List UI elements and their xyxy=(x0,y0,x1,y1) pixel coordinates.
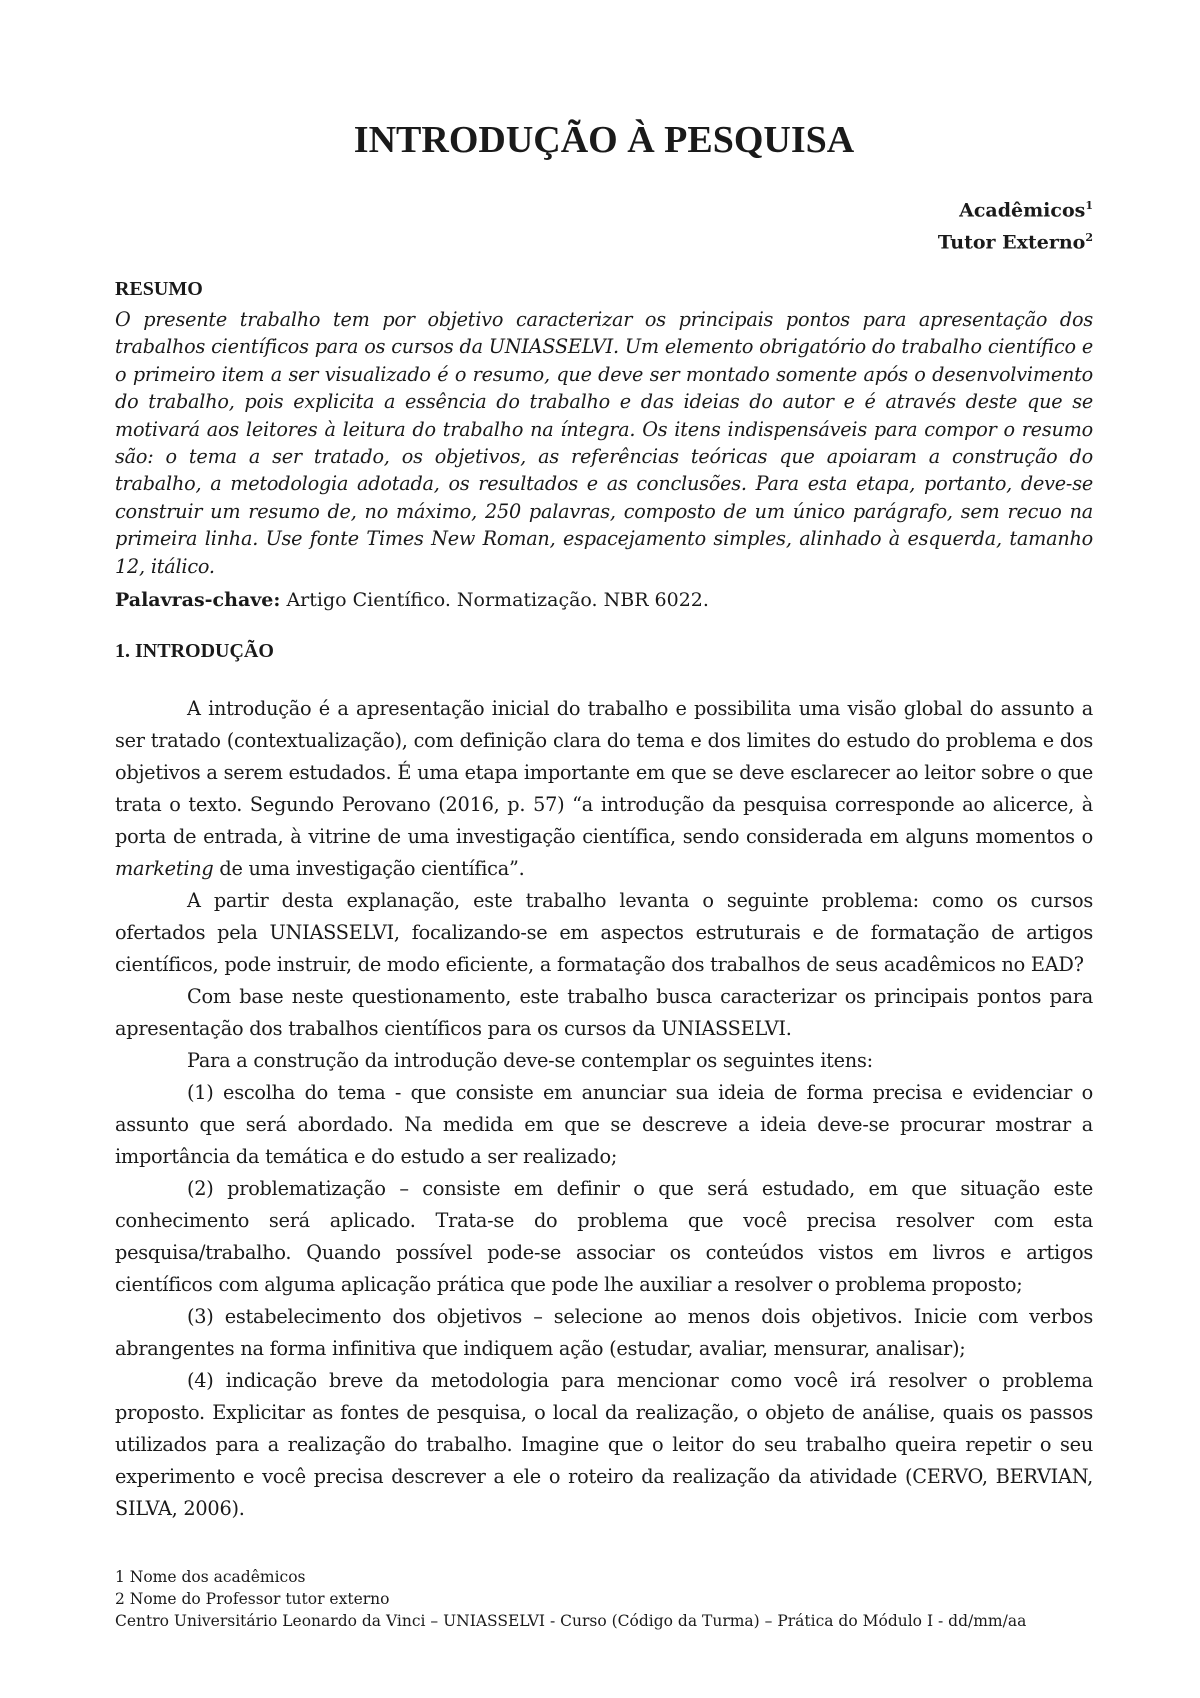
footnote-ref: 1 xyxy=(1085,199,1093,212)
footnotes xyxy=(115,1566,1093,1632)
footnote-ref: 2 xyxy=(1085,231,1093,245)
author-line-academics xyxy=(938,192,1093,224)
footnote: 2 Nome do Professor tutor externo xyxy=(115,1590,390,1608)
list-paragraph: (1) escolha do tema - que consiste em anunciar sua ideia de forma precisa e evidenciar o assunto que será abordado. Na medida em que se descreve a ideia deve-se procurar mostrar a importância da temática e do estudo a ser realizado; xyxy=(115,1081,1093,1168)
author-name: Tutor Externo xyxy=(937,231,1086,254)
abstract-body: O presente trabalho tem por objetivo caracterizar os principais pontos para apresentação dos trabalhos científicos para os cursos da UNIASSELVI. Um elemento obrigatório do trabalho científico e o primeiro item a ser visualizado é o resumo, que deve ser montado somente após o desenvolvimento do trabalho, pois explicita a essência do trabalho e das ideias do autor e é através deste que se motivará aos leitores à leitura do trabalho na íntegra. Os itens indispensáveis para compor o resumo são: o tema a ser tratado, os objetivos, as referências teóricas que apoiaram a construção do trabalho, a metodologia adotada, os resultados e as conclusões. Para esta etapa, portanto, deve-se construir um resumo de, no máximo, 250 palavras, composto de um único parágrafo, sem recuo na primeira linha. Use fonte Times New Roman, espacejamento simples, alinhado à esquerda, tamanho 12, itálico. xyxy=(115,308,1093,578)
footer-institution: Centro Universitário Leonardo da Vinci – UNIASSELVI - Curso (Código da Turma) – Prática do Módulo I - dd/mm/aa xyxy=(115,1612,1027,1630)
document-title: INTRODUÇÃO À PESQUISA xyxy=(353,119,855,161)
paragraph: Para a construção da introdução deve-se contemplar os seguintes itens: xyxy=(187,1049,873,1072)
list-paragraph: (2) problematização – consiste em definir o que será estudado, em que situação este conhecimento será aplicado. Trata-se do problema que você precisa resolver com esta pesquisa/trabalho. Quando possível pode-se associar os conteúdos vistos em livros e artigos científicos com alguma aplicação prática que pode lhe auxiliar a resolver o problema proposto; xyxy=(115,1177,1093,1296)
paragraph-text: de uma investigação científica”. xyxy=(213,857,525,880)
author-name: Acadêmicos xyxy=(959,199,1086,222)
keywords-line xyxy=(115,586,709,614)
emphasis-text: marketing xyxy=(115,857,214,880)
paragraph: Com base neste questionamento, este trabalho busca caracterizar os principais pontos para apresentação dos trabalhos científicos para os cursos da UNIASSELVI. xyxy=(115,985,1093,1040)
abstract-heading: RESUMO xyxy=(115,278,203,300)
authors-block xyxy=(938,192,1093,257)
paragraph-text: A introdução é a apresentação inicial do trabalho e possibilita uma visão global do assunto a ser tratado (contextualização), com definição clara do tema e dos limites do estudo do problema e dos objetivos a serem estudados. É uma etapa importante em que se deve esclarecer ao leitor sobre o que trata o texto. Segundo Perovano (2016, p. 57) “a introdução da pesquisa corresponde ao alicerce, à porta de entrada, à vitrine de uma investigação científica, sendo considerada em alguns momentos o xyxy=(115,697,1093,848)
section-heading: 1. INTRODUÇÃO xyxy=(115,640,274,662)
paragraph xyxy=(115,693,1093,885)
paragraph: A partir desta explanação, este trabalho levanta o seguinte problema: como os cursos ofertados pela UNIASSELVI, focalizando-se em aspectos estruturais e de formatação de artigos científicos, pode instruir, de modo eficiente, a formatação dos trabalhos de seus acadêmicos no EAD? xyxy=(115,889,1093,976)
section-body xyxy=(115,693,1093,1525)
author-line-tutor xyxy=(938,224,1093,256)
keywords-label: Palavras-chave: xyxy=(115,589,281,611)
footnote: 1 Nome dos acadêmicos xyxy=(115,1568,306,1586)
list-paragraph: (4) indicação breve da metodologia para mencionar como você irá resolver o problema proposto. Explicitar as fontes de pesquisa, o local da realização, o objeto de análise, quais os passos utilizados para a realização do trabalho. Imagine que o leitor do seu trabalho queira repetir o seu experimento e você precisa descrever a ele o roteiro da realização da atividade (CERVO, BERVIAN, SILVA, 2006). xyxy=(115,1369,1093,1520)
list-paragraph: (3) estabelecimento dos objetivos – selecione ao menos dois objetivos. Inicie com verbos abrangentes na forma infinitiva que indiquem ação (estudar, avaliar, mensurar, analisar); xyxy=(115,1305,1093,1360)
keywords-value: Artigo Científico. Normatização. NBR 6022. xyxy=(280,589,709,611)
